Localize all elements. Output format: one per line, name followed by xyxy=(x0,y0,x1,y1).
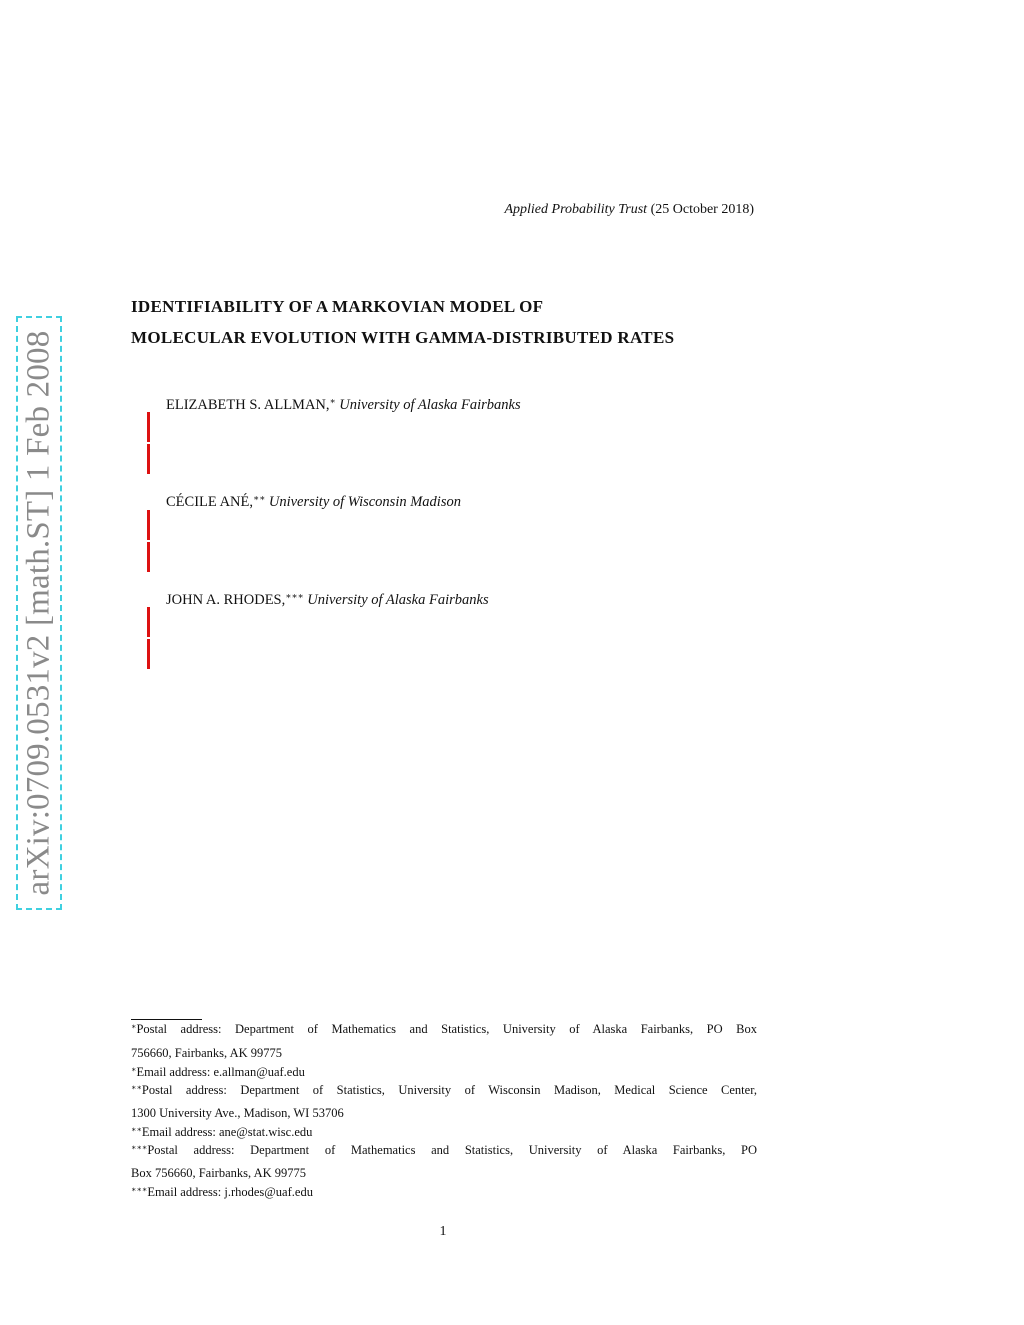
arxiv-stamp xyxy=(16,316,62,910)
author-1-link-marker-top[interactable] xyxy=(147,412,150,442)
author-3-link-marker-top[interactable] xyxy=(147,607,150,637)
author-2-link-marker-bottom[interactable] xyxy=(147,542,150,572)
author-name: JOHN A. RHODES, xyxy=(166,592,286,608)
page-number: 1 xyxy=(439,1224,447,1239)
footnote-2 xyxy=(131,1065,757,1080)
author-affiliation: University of Alaska Fairbanks xyxy=(339,397,521,413)
author-3-link-marker-bottom[interactable] xyxy=(147,639,150,669)
paper-title-line-2: MOLECULAR EVOLUTION WITH GAMMA-DISTRIBUTED RATES xyxy=(131,328,675,347)
author-footnote-mark: ∗∗∗ xyxy=(285,591,304,601)
author-2 xyxy=(166,493,461,511)
paper-title-line-1: IDENTIFIABILITY OF A MARKOVIAN MODEL OF xyxy=(131,297,544,316)
footnote-text: Postal address: Department of Statistics, University of Wisconsin Madison, Medical Science Center, xyxy=(141,1083,757,1097)
footnote-5-line-1 xyxy=(131,1143,757,1158)
running-head xyxy=(504,202,754,218)
footnote-4 xyxy=(131,1125,757,1140)
footnote-1-line-1 xyxy=(131,1022,757,1037)
author-footnote-mark: ∗ xyxy=(329,396,336,406)
author-name: CÉCILE ANÉ, xyxy=(166,494,253,510)
footnote-text: Postal address: Department of Mathematics and Statistics, University of Alaska Fairbanks, PO Box xyxy=(136,1022,757,1036)
footnote-mark: ∗ xyxy=(131,1065,137,1074)
footnote-5-line-2: Box 756660, Fairbanks, AK 99775 xyxy=(131,1166,306,1180)
footnote-mark: ∗∗ xyxy=(131,1083,142,1092)
author-1 xyxy=(166,396,521,414)
footnote-6 xyxy=(131,1185,757,1200)
author-name: ELIZABETH S. ALLMAN, xyxy=(166,397,330,413)
author-2-link-marker-top[interactable] xyxy=(147,510,150,540)
footnote-3-line-2: 1300 University Ave., Madison, WI 53706 xyxy=(131,1106,344,1120)
footnote-3-line-1 xyxy=(131,1083,757,1098)
running-head-date: (25 October 2018) xyxy=(650,202,754,217)
footnote-mark: ∗∗∗ xyxy=(131,1143,148,1152)
footnote-email[interactable]: Email address: e.allman@uaf.edu xyxy=(136,1065,305,1079)
author-1-link-marker-bottom[interactable] xyxy=(147,444,150,474)
footnote-1-line-2: 756660, Fairbanks, AK 99775 xyxy=(131,1046,283,1060)
journal-name: Applied Probability Trust xyxy=(504,202,648,217)
footnote-text: Postal address: Department of Mathematics and Statistics, University of Alaska Fairbanks, PO xyxy=(147,1143,757,1157)
author-affiliation: University of Alaska Fairbanks xyxy=(307,592,489,608)
footnote-mark: ∗∗∗ xyxy=(131,1185,148,1194)
footnote-mark: ∗ xyxy=(131,1022,137,1031)
author-affiliation: University of Wisconsin Madison xyxy=(268,494,461,510)
footnote-email[interactable]: Email address: ane@stat.wisc.edu xyxy=(141,1125,313,1139)
arxiv-identifier: arXiv:0709.0531v2 [math.ST] 1 Feb 2008 xyxy=(20,330,57,896)
footnote-rule xyxy=(131,1019,202,1020)
footnote-mark: ∗∗ xyxy=(131,1125,142,1134)
footnote-email[interactable]: Email address: j.rhodes@uaf.edu xyxy=(147,1185,313,1199)
author-footnote-mark: ∗∗ xyxy=(253,493,266,503)
author-3 xyxy=(166,591,489,609)
